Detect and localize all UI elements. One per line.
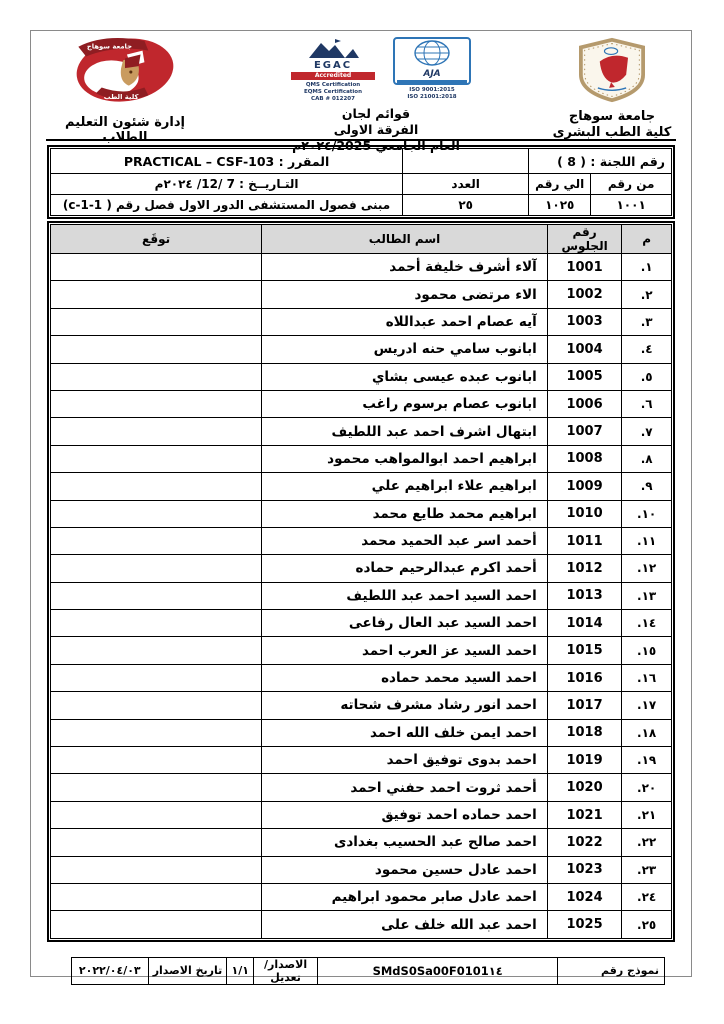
name-value: ابراهيم محمد طايع محمد [262, 500, 548, 527]
students-header-row [51, 225, 672, 254]
serial-value: ١. [622, 254, 672, 281]
serial-value: ٣. [622, 308, 672, 335]
name-value: أحمد اكرم عبدالرحيم حماده [262, 555, 548, 582]
signature-empty-cell [51, 883, 262, 910]
faculty-name: كلية الطب البشرى [552, 125, 672, 141]
serial-value: ١٢. [622, 555, 672, 582]
name-value: ابانوب عبده عيسى بشاي [262, 363, 548, 390]
name-value: أحمد اسر عبد الحميد محمد [262, 527, 548, 554]
seat-value: 1007 [547, 418, 622, 445]
table-row [51, 610, 672, 637]
serial-value: ١٠. [622, 500, 672, 527]
signature-empty-cell [51, 527, 262, 554]
name-value: الاء مرتضى محمود [262, 281, 548, 308]
egac-name: EGAC [313, 60, 353, 71]
signature-empty-cell [51, 692, 262, 719]
seat-value: 1013 [547, 582, 622, 609]
serial-value: ١٣. [622, 582, 672, 609]
name-value: ابراهيم احمد ابوالمواهب محمود [262, 445, 548, 472]
name-value: احمد صالح عبد الحسيب بغدادى [262, 829, 548, 856]
table-row [51, 911, 672, 938]
table-row [51, 637, 672, 664]
serial-value: ١٧. [622, 692, 672, 719]
table-row [51, 281, 672, 308]
signature-empty-cell [51, 418, 262, 445]
seat-value: 1023 [547, 856, 622, 883]
aja-logo [393, 37, 471, 103]
name-value: احمد السيد عز العرب احمد [262, 637, 548, 664]
course-code: المقرر : PRACTICAL – CSF-103 [51, 149, 403, 174]
department-block [45, 37, 205, 145]
table-row [51, 582, 672, 609]
seat-value: 1015 [547, 637, 622, 664]
form-code: SMdS0Sa00F0101١٤ [318, 957, 558, 984]
issue-edit-value: ١/١ [227, 957, 254, 984]
name-value: احمد السيد عبد العال رفاعى [262, 610, 548, 637]
table-row [51, 418, 672, 445]
signature-empty-cell [51, 500, 262, 527]
table-row [51, 692, 672, 719]
signature-empty-cell [51, 582, 262, 609]
name-value: احمد حماده احمد توفيق [262, 801, 548, 828]
exam-location: مبنى فصول المستشفى الدور الاول فصل رقم ( c-1-1) [51, 195, 403, 216]
table-row [51, 829, 672, 856]
seat-value: 1016 [547, 664, 622, 691]
serial-value: ١١. [622, 527, 672, 554]
serial-value: ٧. [622, 418, 672, 445]
exam-date: التـاريــخ : 7 /12/ ٢٠٢٤م [51, 174, 403, 195]
serial-value: ٢٠. [622, 774, 672, 801]
seat-value: 1010 [547, 500, 622, 527]
issue-date-value: ٢٠٢٢/٠٤/٠٣ [72, 957, 149, 984]
table-row [51, 883, 672, 910]
table-row [51, 500, 672, 527]
signature-empty-cell [51, 747, 262, 774]
table-row [51, 747, 672, 774]
count-label: العدد [403, 174, 529, 195]
seat-value: 1018 [547, 719, 622, 746]
egac-cert-line: CAB # 012207 [311, 96, 355, 103]
name-value: احمد السيد احمد عبد اللطيف [262, 582, 548, 609]
seat-value: 1006 [547, 390, 622, 417]
signature-empty-cell [51, 801, 262, 828]
serial-value: ٢٤. [622, 883, 672, 910]
serial-value: ١٤. [622, 610, 672, 637]
serial-value: ٤. [622, 336, 672, 363]
page-header [31, 31, 691, 153]
from-number-value: ١٠٠١ [591, 195, 672, 216]
table-row [51, 308, 672, 335]
signature-empty-cell [51, 664, 262, 691]
signature-empty-cell [51, 555, 262, 582]
seat-value: 1014 [547, 610, 622, 637]
name-value: آلاء أشرف خليفة أحمد [262, 254, 548, 281]
accreditation-logos [256, 37, 496, 103]
students-tbody [51, 254, 672, 939]
table-row [51, 445, 672, 472]
serial-value: ٢٥. [622, 911, 672, 938]
signature-empty-cell [51, 829, 262, 856]
aja-iso-line: ISO 9001:2015 [409, 87, 455, 93]
committee-info-table [50, 148, 672, 216]
table-row [51, 254, 672, 281]
university-block [547, 37, 677, 142]
seat-value: 1011 [547, 527, 622, 554]
serial-value: ٢١. [622, 801, 672, 828]
serial-value: ٨. [622, 445, 672, 472]
table-row [51, 801, 672, 828]
serial-value: ٢٢. [622, 829, 672, 856]
header-center-block [256, 37, 496, 153]
signature-empty-cell [51, 363, 262, 390]
table-row [51, 363, 672, 390]
committee-number: رقم اللجنة : ( 8 ) [529, 149, 672, 174]
serial-value: ٥. [622, 363, 672, 390]
faculty-crescent-logo-icon [66, 37, 184, 107]
name-value: آيه عصام احمد عبداللاه [262, 308, 548, 335]
signature-empty-cell [51, 336, 262, 363]
egac-accredited-label: Accredited [291, 72, 375, 80]
name-value: ابتهال اشرف احمد عبد اللطيف [262, 418, 548, 445]
signature-empty-cell [51, 254, 262, 281]
students-table-wrap [47, 221, 675, 942]
signature-empty-cell [51, 390, 262, 417]
name-value: احمد السيد محمد حماده [262, 664, 548, 691]
aja-globe-icon [412, 40, 452, 66]
seat-value: 1017 [547, 692, 622, 719]
seat-value: 1009 [547, 473, 622, 500]
name-value: احمد عادل صابر محمود ابراهيم [262, 883, 548, 910]
doc-title-lists: قوائم لجان [341, 106, 411, 122]
signature-empty-cell [51, 445, 262, 472]
signature-empty-cell [51, 308, 262, 335]
serial-value: ١٥. [622, 637, 672, 664]
name-value: أحمد ثروت احمد حفني احمد [262, 774, 548, 801]
signature-empty-cell [51, 774, 262, 801]
egac-cert-line: EQMS Certification [303, 89, 363, 96]
seat-value: 1003 [547, 308, 622, 335]
name-value: احمد بدوى توفيق احمد [262, 747, 548, 774]
name-value: احمد عبد الله خلف على [262, 911, 548, 938]
to-number-value: ١٠٢٥ [529, 195, 591, 216]
seat-value: 1020 [547, 774, 622, 801]
col-header-seat-number: رقم الجلوس [547, 225, 622, 254]
table-row [51, 473, 672, 500]
doc-title-year-group: الفرقة الاولى [333, 122, 419, 138]
university-shield-emblem-icon [569, 37, 655, 103]
table-row [51, 527, 672, 554]
seat-value: 1024 [547, 883, 622, 910]
egac-cert-line: QMS Certification [305, 82, 361, 88]
name-value: احمد عادل حسين محمود [262, 856, 548, 883]
page-frame [30, 30, 692, 984]
egac-logo [281, 37, 385, 103]
seat-value: 1025 [547, 911, 622, 938]
seat-value: 1012 [547, 555, 622, 582]
department-label: إدارة شئون التعليم الطلاب [65, 115, 185, 145]
signature-empty-cell [51, 637, 262, 664]
egac-mountains-icon [305, 37, 361, 59]
count-value: ٢٥ [403, 195, 529, 216]
signature-empty-cell [51, 856, 262, 883]
serial-value: ٢٣. [622, 856, 672, 883]
serial-value: ٦. [622, 390, 672, 417]
serial-value: ١٦. [622, 664, 672, 691]
table-row [51, 664, 672, 691]
name-value: احمد انور رشاد مشرف شحاته [262, 692, 548, 719]
signature-empty-cell [51, 911, 262, 938]
table-row [51, 390, 672, 417]
col-header-student-name: اسم الطالب [262, 225, 548, 254]
form-footer-table [71, 957, 665, 985]
serial-value: ١٩. [622, 747, 672, 774]
signature-empty-cell [51, 719, 262, 746]
aja-bar [397, 80, 467, 83]
seat-value: 1005 [547, 363, 622, 390]
svg-text:كلية الطب: كلية الطب [103, 93, 139, 102]
form-number-label: نموذج رقم [558, 957, 665, 984]
name-value: ابانوب عصام برسوم راغب [262, 390, 548, 417]
issue-edit-label: الاصدار/تعديل [254, 957, 318, 984]
svg-text:جامعة سوهاج: جامعة سوهاج [86, 42, 132, 51]
aja-name: AJA [423, 69, 441, 79]
seat-value: 1008 [547, 445, 622, 472]
table-row [51, 719, 672, 746]
doc-title-academic-year: العام الجامعي ٢٠٢٤/2025م [292, 137, 460, 153]
info-table-wrap [47, 145, 675, 219]
serial-value: ٢. [622, 281, 672, 308]
table-row [51, 336, 672, 363]
table-row [51, 774, 672, 801]
seat-value: 1001 [547, 254, 622, 281]
seat-value: 1004 [547, 336, 622, 363]
name-value: احمد ايمن خلف الله احمد [262, 719, 548, 746]
university-name: جامعة سوهاج [568, 109, 656, 124]
aja-iso-line: ISO 21001:2018 [407, 94, 457, 101]
serial-value: ١٨. [622, 719, 672, 746]
issue-date-label: تاريخ الاصدار [148, 957, 227, 984]
signature-empty-cell [51, 610, 262, 637]
seat-value: 1019 [547, 747, 622, 774]
students-table [50, 224, 672, 939]
from-number-label: من رقم [591, 174, 672, 195]
col-header-serial: م [622, 225, 672, 254]
name-value: ابراهيم علاء ابراهيم علي [262, 473, 548, 500]
signature-empty-cell [51, 473, 262, 500]
seat-value: 1021 [547, 801, 622, 828]
seat-value: 1022 [547, 829, 622, 856]
to-number-label: الي رقم [529, 174, 591, 195]
signature-empty-cell [51, 281, 262, 308]
serial-value: ٩. [622, 473, 672, 500]
table-row [51, 856, 672, 883]
col-header-signature: توقَع [51, 225, 262, 254]
seat-value: 1002 [547, 281, 622, 308]
table-row [51, 555, 672, 582]
name-value: ابانوب سامي حنه ادريس [262, 336, 548, 363]
